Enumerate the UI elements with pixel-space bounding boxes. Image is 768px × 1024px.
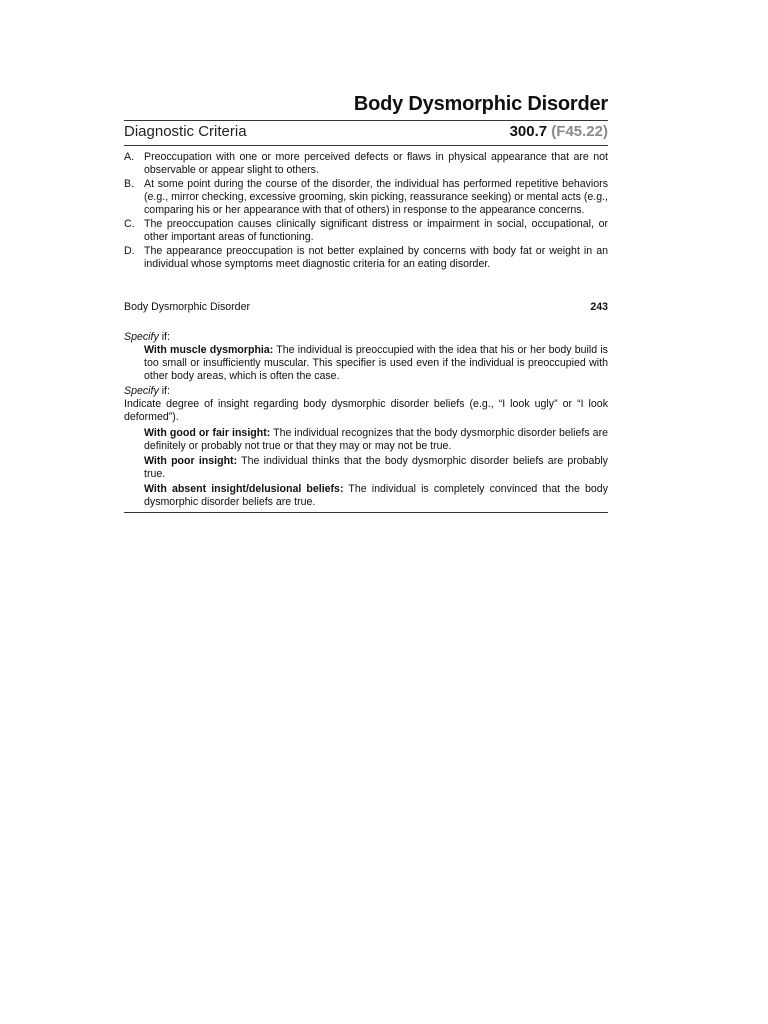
criterion-letter: B. bbox=[124, 178, 135, 190]
running-head bbox=[124, 301, 608, 313]
criteria-header bbox=[124, 121, 608, 145]
criterion-a bbox=[124, 151, 608, 177]
criterion-b bbox=[124, 178, 608, 217]
criteria-list bbox=[124, 151, 608, 271]
specifier-text: The individual is completely convinced that the body dysmorphic disorder beliefs are true. bbox=[144, 483, 608, 508]
specifier-term: With poor insight: bbox=[144, 455, 238, 467]
specify-if: if: bbox=[158, 331, 170, 343]
section-label: Diagnostic Criteria bbox=[124, 123, 247, 140]
specifier-term: With absent insight/delusional beliefs: bbox=[144, 483, 344, 495]
dsm-code: 300.7 bbox=[509, 123, 548, 140]
specifier-muscle-dysmorphia bbox=[124, 344, 608, 383]
page-number: 243 bbox=[590, 301, 608, 313]
criterion-letter: C. bbox=[124, 218, 135, 230]
diagnostic-code bbox=[510, 123, 608, 140]
bottom-rule bbox=[124, 512, 608, 513]
specify-if: if: bbox=[158, 385, 170, 397]
insight-intro: Indicate degree of insight regarding body dysmorphic disorder beliefs (e.g., “I look ugly” or “I look deformed”). bbox=[124, 398, 608, 423]
specify-word: Specify bbox=[124, 385, 159, 397]
specify-label bbox=[124, 331, 608, 344]
icd-code: (F45.22) bbox=[551, 123, 608, 140]
specify-label-2 bbox=[124, 385, 608, 398]
criterion-d bbox=[124, 245, 608, 271]
criteria-rule bbox=[124, 145, 608, 146]
criterion-letter: A. bbox=[124, 151, 135, 163]
criterion-text: The appearance preoccupation is not better explained by concerns with body fat or weight in an individual whose symptoms meet diagnostic criteria for an eating disorder. bbox=[144, 245, 608, 270]
specify-word: Specify bbox=[124, 331, 159, 343]
specifier-text: The individual thinks that the body dysmorphic disorder beliefs are probably true. bbox=[144, 455, 608, 480]
criterion-text: The preoccupation causes clinically significant distress or impairment in social, occupational, or other important areas of functioning. bbox=[144, 218, 608, 243]
specifier-text: The individual is preoccupied with the idea that his or her body build is too small or insufficiently muscular. This specifier is used even if the individual is preoccupied with other body areas, which is often the case. bbox=[144, 344, 608, 382]
criterion-letter: D. bbox=[124, 245, 135, 257]
specifier-term: With muscle dysmorphia: bbox=[144, 344, 274, 356]
specifier-absent-insight bbox=[124, 483, 608, 509]
running-head-title: Body Dysmorphic Disorder bbox=[124, 301, 250, 313]
criterion-text: At some point during the course of the disorder, the individual has performed repetitive behaviors (e.g., mirror checking, excessive grooming, skin picking, reassurance seeking) or mental acts (e.g., comparing his or her appearance with that of others) in response to the appearance concerns. bbox=[144, 178, 608, 216]
specifier-text: The individual recognizes that the body dysmorphic disorder beliefs are definitely or probably not true or that they may or may not be true. bbox=[144, 427, 608, 452]
specifier-poor-insight bbox=[124, 455, 608, 481]
criterion-c bbox=[124, 218, 608, 244]
criterion-text: Preoccupation with one or more perceived defects or flaws in physical appearance that are not observable or appear slight to others. bbox=[144, 151, 608, 176]
specifier-good-insight bbox=[124, 427, 608, 453]
page-title: Body Dysmorphic Disorder bbox=[353, 93, 608, 115]
document-page bbox=[124, 92, 608, 513]
specifier-term: With good or fair insight: bbox=[144, 427, 271, 439]
